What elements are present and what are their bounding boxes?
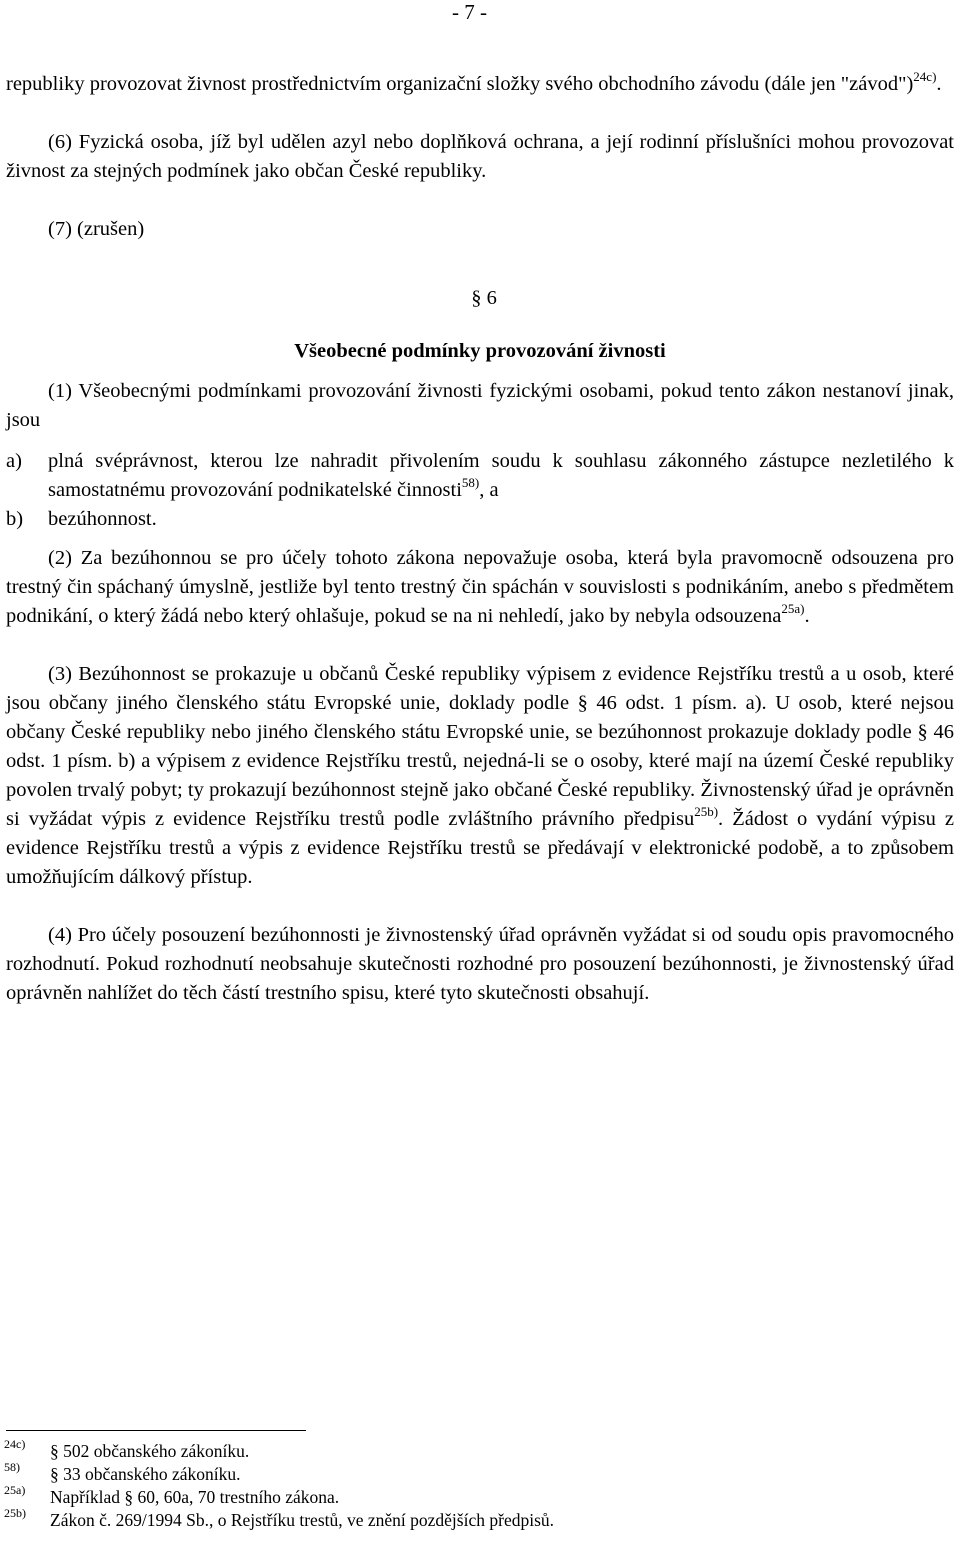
page-number: - 7 - [452, 0, 487, 24]
list-item-b [6, 505, 954, 534]
footnote-text: Zákon č. 269/1994 Sb., o Rejstříku trestů, ve znění pozdějších předpisů. [50, 1510, 555, 1530]
footnote-ref-24c: 24c) [913, 69, 937, 84]
paragraph-intro-text: republiky provozovat živnost prostřednictvím organizační složky svého obchodního závodu (dále jen "závod") [6, 73, 914, 95]
subsection-4: (4) Pro účely posouzení bezúhonnosti je živnostenský úřad oprávněn vyžádat si od soudu opis pravomocného rozhodnutí. Pokud rozhodnutí neobsahuje skutečnosti rozhodné pro posouzení bezúhonnosti, je živnostenský úřad oprávněn nahlížet do těch částí trestního spisu, které tyto skutečnosti obsahují. [6, 924, 954, 1004]
footnote-25a [4, 1483, 906, 1509]
footnote-24c [4, 1437, 906, 1463]
footnote-ref-58: 58) [461, 475, 480, 490]
subsection-1: (1) Všeobecnými podmínkami provozování živnosti fyzickými osobami, pokud tento zákon nestanoví jinak, jsou [6, 380, 954, 431]
subsection-2-text: (2) Za bezúhonnou se pro účely tohoto zákona nepovažuje osoba, která byla pravomocně odsouzena pro trestný čin spáchaný úmyslně, jestliže byl tento trestný čin spáchán v souvislosti s podnikáním, anebo s předmětem podnikání, o který žádá nebo který ohlašuje, pokud se na ni nehledí, jako by nebyla odsouzena [6, 547, 954, 627]
footnote-ref-25a: 25a) [781, 601, 805, 616]
footnote-mark: 24c) [4, 1437, 26, 1451]
page-body [6, 70, 954, 1008]
list-item-b-text: bezúhonnost. [48, 508, 157, 530]
footnote-25b [4, 1506, 906, 1532]
section-number: § 6 [471, 287, 497, 309]
list-item-b-label: b) [6, 508, 24, 530]
subsection-3 [6, 660, 954, 892]
list-item-a-end: , a [479, 479, 499, 501]
footnote-separator [6, 1430, 306, 1431]
subsection-3-text-1: (3) Bezúhonnost se prokazuje u občanů České republiky výpisem z evidence Rejstříku trestů a u osob, které jsou občany jiného členského státu Evropské unie, doklady podle § 46 odst. 1 písm. a). U osob, které nejsou občany České republiky nebo jiného členského státu Evropské unie, se bezúhonnost prokazuje doklady podle § 46 odst. 1 písm. b) a výpisem z evidence Rejstříku trestů, nejedná-li se o osoby, které mají na území České republiky povolen trvalý pobyt; ty prokazují bezúhonnost stejně jako občané České republiky. Živnostenský úřad je oprávněn si vyžádat výpis z evidence Rejstříku trestů podle zvláštního právního předpisu [6, 663, 954, 830]
subsection-2 [6, 544, 954, 631]
paragraph-intro-end: . [936, 73, 942, 95]
footnote-text: § 502 občanského zákoníku. [50, 1441, 250, 1461]
footnote-mark: 25a) [4, 1483, 26, 1497]
section-title: Všeobecné podmínky provozování živnosti [294, 340, 666, 362]
footnote-58 [4, 1460, 906, 1486]
subsection-2-end: . [804, 605, 810, 627]
list-item-a [6, 447, 954, 505]
paragraph-7: (7) (zrušen) [48, 218, 145, 240]
footnotes [4, 1437, 906, 1532]
conditions-list [6, 447, 954, 534]
paragraph-6: (6) Fyzická osoba, jíž byl udělen azyl nebo doplňková ochrana, a její rodinní příslušníci mohou provozovat živnost za stejných podmínek jako občan České republiky. [6, 131, 954, 182]
list-item-a-text: plná svéprávnost, kterou lze nahradit přivolením soudu k souhlasu zákonného zástupce nezletilého k samostatnému provozování podnikatelské činnosti [48, 450, 954, 501]
footnote-text: Například § 60, 60a, 70 trestního zákona. [50, 1487, 340, 1507]
footnote-mark: 25b) [4, 1506, 26, 1520]
footnote-text: § 33 občanského zákoníku. [50, 1464, 241, 1484]
list-item-a-label: a) [6, 450, 22, 472]
footnote-ref-25b: 25b) [694, 804, 719, 819]
subsection-3-text-2: . Žádost o vydání výpisu z evidence Rejstříku trestů a výpis z evidence Rejstříku trestů se předávají v elektronické podobě, a to způsobem umožňujícím dálkový přístup. [6, 808, 954, 888]
footnote-mark: 58) [4, 1460, 20, 1474]
paragraph-intro [6, 70, 954, 99]
